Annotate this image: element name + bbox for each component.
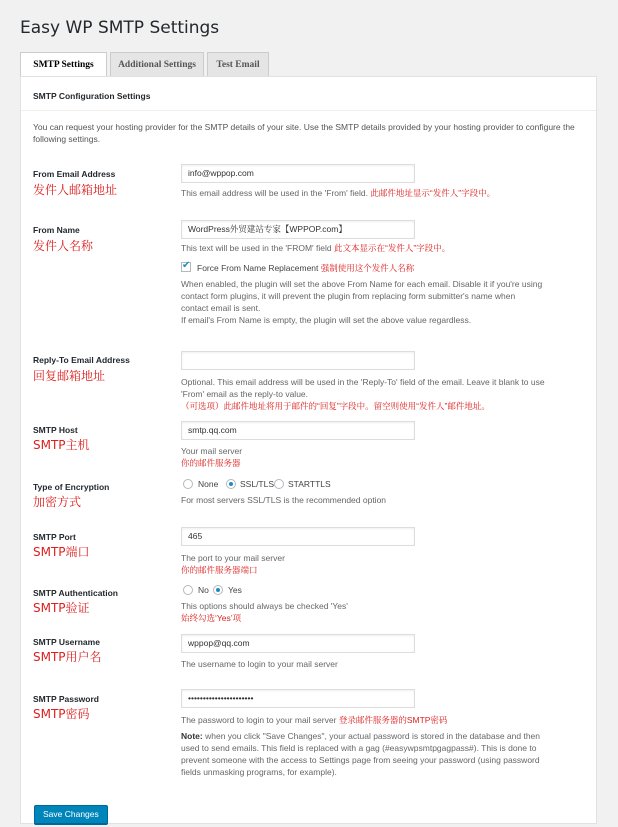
from-email-desc-cn: 此邮件地址显示“发件人”字段中。 [370, 188, 496, 198]
reply-to-label-cn: 回复邮箱地址 [33, 369, 106, 383]
note-label: Note: [181, 731, 203, 741]
tab-smtp-settings[interactable]: SMTP Settings [20, 52, 107, 77]
reply-to-desc [181, 376, 591, 412]
encryption-desc: For most servers SSL/TLS is the recommended option [181, 495, 387, 505]
from-email-desc-text: This email address will be used in the 'From' field. [181, 188, 369, 198]
smtp-port-desc-cn: 你的邮件服务器端口 [181, 565, 258, 575]
smtp-auth-desc-text: This options should always be checked 'Yes' [181, 601, 348, 611]
smtp-username-input[interactable]: wppop@qq.com [181, 634, 415, 653]
smtp-port-label: SMTP Port [33, 532, 76, 542]
note-line-1-text: when you click "Save Changes", your actual password is stored in the database and then [205, 731, 541, 741]
from-name-desc-cn: 此文本显示在“发件人”字段中。 [334, 243, 451, 253]
from-name-label: From Name [33, 225, 80, 235]
note-line-4: fields unmasking programs, for example). [181, 767, 337, 777]
smtp-port-desc [181, 552, 591, 576]
smtp-auth-desc-cn: 始终勾选‘Yes’项 [181, 613, 242, 623]
force-from-name-label-text: Force From Name Replacement [197, 263, 319, 273]
force-from-name-label [197, 262, 414, 274]
reply-to-desc-line-2: 'From' email as the reply-to value. [181, 389, 309, 399]
smtp-auth-no-radio[interactable] [183, 585, 193, 595]
force-from-name-desc [181, 278, 591, 326]
smtp-auth-no-label: No [198, 585, 209, 595]
smtp-auth-yes-label: Yes [228, 585, 242, 595]
smtp-host-desc-text: Your mail server [181, 446, 243, 456]
smtp-port-label-cn: SMTP端口 [33, 545, 90, 559]
encryption-label-cn: 加密方式 [33, 495, 82, 509]
force-from-name-label-cn: 强制使用这个发件人名称 [320, 263, 415, 273]
smtp-auth-yes-radio[interactable] [213, 585, 223, 595]
encryption-label: Type of Encryption [33, 482, 110, 492]
smtp-auth-label-cn: SMTP验证 [33, 601, 90, 615]
tab-additional-settings[interactable]: Additional Settings [110, 52, 204, 76]
from-email-label: From Email Address [33, 169, 116, 179]
smtp-password-label: SMTP Password [33, 694, 99, 704]
smtp-password-input[interactable]: •••••••••••••••••••••• [181, 689, 415, 708]
note-line-3: prevent someone with the access to Settings page from seeing your password (using password [181, 755, 540, 765]
encryption-none-label: None [198, 479, 219, 489]
smtp-host-label-cn: SMTP主机 [33, 438, 90, 452]
smtp-auth-label: SMTP Authentication [33, 588, 118, 598]
smtp-host-desc [181, 445, 591, 469]
smtp-port-input[interactable]: 465 [181, 527, 415, 546]
force-desc-line-3: contact email is sent. [181, 303, 261, 313]
settings-panel [20, 76, 597, 824]
from-email-label-cn: 发件人邮箱地址 [33, 183, 118, 197]
smtp-password-desc-text: The password to login to your mail server [181, 715, 337, 725]
force-desc-line-4: If email's From Name is empty, the plugin will set the above value regardless. [181, 315, 472, 325]
force-desc-line-2: contact form plugins, it will prevent the plugin from replacing form submitter's name when [181, 291, 516, 301]
force-from-name-checkbox[interactable] [181, 262, 191, 272]
reply-to-label: Reply-To Email Address [33, 355, 130, 365]
smtp-password-desc-cn: 登录邮件服务器的SMTP密码 [338, 715, 448, 725]
page-title: Easy WP SMTP Settings [20, 18, 220, 38]
reply-to-desc-cn: （可选项）此邮件地址将用于邮件的“回复”字段中。留空则使用“发件人”邮件地址。 [181, 401, 490, 411]
smtp-password-desc [181, 714, 591, 726]
smtp-password-label-cn: SMTP密码 [33, 707, 90, 721]
from-email-desc [181, 187, 591, 199]
smtp-host-input[interactable]: smtp.qq.com [181, 421, 415, 440]
note-line-2: used to send emails. This field is replaced with a gag (#easywpsmtpgagpass#). This is done to [181, 743, 537, 753]
encryption-ssl-tls-radio[interactable] [226, 479, 236, 489]
check-icon: ✔ [182, 260, 191, 271]
smtp-auth-desc [181, 600, 591, 624]
panel-title: SMTP Configuration Settings [33, 91, 151, 101]
encryption-starttls-radio[interactable] [274, 479, 284, 489]
force-desc-line-1: When enabled, the plugin will set the above From Name for each email. Disable it if you're using [181, 279, 543, 289]
reply-to-desc-line-1: Optional. This email address will be used in the 'Reply-To' field of the email. Leave it blank to use [181, 377, 545, 387]
intro-text: You can request your hosting provider for the SMTP details of your site. Use the SMTP details provided by your hosting provider to configure the following settings. [33, 122, 575, 144]
smtp-username-desc: The username to login to your mail server [181, 659, 338, 669]
encryption-starttls-label: STARTTLS [288, 479, 331, 489]
from-email-input[interactable]: info@wppop.com [181, 164, 415, 183]
from-name-label-cn: 发件人名称 [33, 239, 94, 253]
smtp-password-note [181, 730, 591, 778]
from-name-input[interactable]: WordPress外贸建站专家【WPPOP.com】 [181, 220, 415, 239]
smtp-username-label: SMTP Username [33, 637, 100, 647]
smtp-port-desc-text: The port to your mail server [181, 553, 285, 563]
smtp-host-label: SMTP Host [33, 425, 78, 435]
from-name-desc-text: This text will be used in the 'FROM' field [181, 243, 332, 253]
note-line-1 [181, 730, 591, 742]
smtp-host-desc-cn: 你的邮件服务器 [181, 458, 241, 468]
reply-to-input[interactable] [181, 351, 415, 370]
divider [21, 110, 596, 111]
encryption-none-radio[interactable] [183, 479, 193, 489]
save-changes-button[interactable]: Save Changes [34, 805, 108, 824]
tab-test-email[interactable]: Test Email [207, 52, 269, 76]
smtp-username-label-cn: SMTP用户名 [33, 650, 102, 664]
from-name-desc [181, 242, 591, 254]
encryption-ssl-tls-label: SSL/TLS [240, 479, 275, 489]
